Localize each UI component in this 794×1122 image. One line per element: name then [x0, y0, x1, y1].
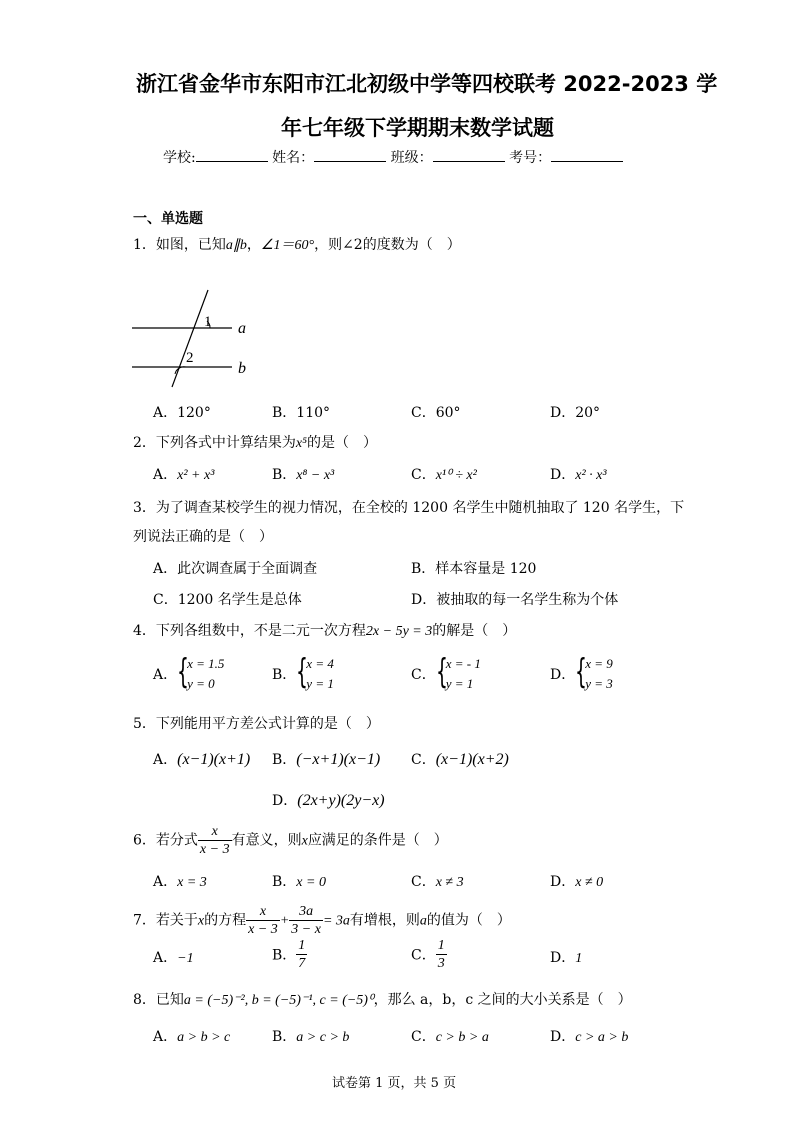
- school-blank: [196, 149, 268, 162]
- q3-option-d[interactable]: D．被抽取的每一名学生称为个体: [411, 592, 619, 608]
- math-expr: x⁵: [295, 436, 308, 451]
- q5-option-d[interactable]: [272, 790, 385, 810]
- system-x: x = - 1: [445, 656, 481, 671]
- q2-option-d[interactable]: [550, 464, 607, 484]
- option-expr: x¹⁰ ÷ x²: [435, 468, 477, 483]
- q7-option-a[interactable]: [153, 947, 194, 967]
- q3-option-b[interactable]: B．样本容量是 120: [411, 561, 537, 577]
- question-text: 应满足的条件是（ ）: [307, 832, 448, 849]
- q7-option-c[interactable]: [411, 937, 447, 972]
- question-text: ，: [246, 237, 261, 253]
- option-letter: D．: [550, 467, 576, 483]
- q8-option-d[interactable]: [550, 1026, 628, 1046]
- q6-option-d[interactable]: [550, 871, 603, 891]
- system-x: x = 9: [585, 656, 613, 671]
- fraction-numerator: x: [246, 903, 280, 921]
- option-expr: x⁸ − x³: [296, 468, 335, 483]
- option-letter: C．: [411, 874, 436, 890]
- fraction-numerator: x: [198, 823, 232, 841]
- question-number: 7．: [133, 912, 156, 929]
- question-text: 的方程: [204, 912, 247, 929]
- fraction-denominator: 3: [437, 956, 445, 971]
- question-text: 的是（ ）: [307, 435, 378, 451]
- q6-option-b[interactable]: [272, 871, 326, 891]
- question-text: 下列各式中计算结果为: [155, 435, 296, 451]
- fraction-numerator: 1: [437, 938, 445, 953]
- option-expr: 1: [575, 951, 583, 966]
- q1-option-c[interactable]: C．60°: [411, 405, 461, 421]
- question-7-stem: [133, 903, 511, 938]
- title-line-2: 年七年级下学期期末数学试题: [281, 116, 554, 140]
- math-expr: x: [197, 913, 205, 929]
- question-3-stem-line-1: [133, 497, 684, 517]
- option-letter: A．: [153, 752, 178, 768]
- system-y: y = 0: [187, 676, 215, 691]
- q2-option-b[interactable]: [272, 464, 334, 484]
- option-letter: A．: [153, 950, 178, 966]
- name-blank: [314, 149, 386, 162]
- option-expr: −1: [177, 951, 194, 966]
- question-text: 有意义，则: [231, 832, 302, 849]
- question-text: 的值为（ ）: [426, 912, 511, 929]
- question-text: 若关于: [155, 912, 198, 929]
- option-letter: D．: [550, 1029, 576, 1045]
- q8-option-a[interactable]: [153, 1026, 230, 1046]
- q3-option-a[interactable]: A．此次调查属于全面调查: [153, 561, 318, 577]
- system-y: y = 1: [306, 676, 334, 691]
- fraction: [289, 903, 323, 938]
- page-footer: 试卷第 1 页，共 5 页: [332, 1076, 457, 1091]
- option-letter: D．: [550, 950, 576, 966]
- equation-system: { x = - 1 y = 1: [435, 652, 481, 692]
- q5-option-b[interactable]: [272, 749, 380, 769]
- q5-option-a[interactable]: [153, 749, 250, 769]
- class-blank: [433, 149, 505, 162]
- q6-option-a[interactable]: [153, 871, 207, 891]
- option-expr: c > a > b: [575, 1030, 629, 1045]
- question-text: ，则∠2的度数为（ ）: [314, 237, 461, 253]
- option-expr: c > b > a: [435, 1030, 489, 1045]
- option-expr: a > b > c: [177, 1030, 231, 1045]
- fraction: [246, 903, 280, 938]
- q8-option-c[interactable]: [411, 1026, 489, 1046]
- fraction-denominator: x − 3: [199, 842, 230, 857]
- question-text: 为了调查某校学生的视力情况，在全校的 1200 名学生中随机抽取了 120 名学生，下: [155, 500, 685, 516]
- parallel-lines-figure: [128, 288, 258, 388]
- q7-option-b[interactable]: [272, 937, 307, 972]
- name-label: 姓名：: [272, 150, 315, 166]
- system-y: y = 3: [585, 676, 613, 691]
- option-letter: C．: [411, 667, 436, 683]
- q5-option-c[interactable]: [411, 749, 509, 769]
- option-expr: x ≠ 0: [575, 875, 604, 890]
- question-8-stem: [133, 989, 632, 1009]
- option-letter: B．: [272, 947, 297, 964]
- option-letter: A．: [153, 467, 178, 483]
- line-b-label: b: [238, 360, 246, 377]
- q4-option-b[interactable]: [272, 654, 334, 694]
- question-text: 如图，已知: [155, 237, 226, 253]
- exam-number-label: 考号：: [509, 150, 552, 166]
- angle-1-label: 1: [204, 314, 212, 330]
- q3-option-c[interactable]: C．1200 名学生是总体: [153, 592, 302, 608]
- option-expr: x ≠ 3: [435, 875, 464, 890]
- option-letter: D．: [550, 874, 576, 890]
- question-number: 2．: [133, 435, 156, 451]
- fraction-numerator: 1: [298, 938, 306, 953]
- info-row: [163, 147, 623, 167]
- question-4-stem: [133, 620, 516, 640]
- option-expr: x² + x³: [177, 468, 215, 483]
- option-letter: B．: [272, 667, 297, 683]
- fraction: [198, 823, 232, 858]
- option-letter: C．: [411, 752, 436, 768]
- option-letter: D．: [550, 667, 576, 683]
- line-a-label: a: [238, 320, 246, 337]
- equation-system: { x = 9 y = 3: [575, 652, 613, 692]
- question-text: 已知: [155, 992, 184, 1008]
- math-expr: +: [279, 913, 290, 929]
- option-expr: x = 3: [177, 875, 207, 890]
- question-text: 有增根，则: [349, 912, 420, 929]
- question-text: 若分式: [155, 832, 198, 849]
- option-letter: C．: [411, 947, 436, 964]
- system-y: y = 1: [445, 676, 474, 691]
- option-letter: B．: [272, 752, 297, 768]
- option-letter: B．: [272, 874, 297, 890]
- math-expr: ∠1＝60°: [260, 238, 315, 253]
- q2-option-c[interactable]: [411, 464, 477, 484]
- fraction-denominator: x − 3: [248, 922, 278, 937]
- exam-number-blank: [551, 149, 623, 162]
- question-3-stem-line-2: 列说法正确的是（ ）: [133, 529, 273, 545]
- q7-option-d[interactable]: [550, 947, 582, 967]
- q4-option-c[interactable]: [411, 654, 481, 694]
- system-x: x = 4: [306, 656, 334, 671]
- option-letter: A．: [153, 667, 178, 683]
- question-5-stem: [133, 713, 380, 733]
- question-text: ，那么 a，b，c 之间的大小关系是（ ）: [373, 992, 632, 1008]
- option-letter: C．: [411, 1029, 436, 1045]
- math-expr: 2x − 5y = 3: [365, 624, 433, 639]
- transversal-line: [172, 290, 208, 387]
- question-text: 下列能用平方差公式计算的是（ ）: [155, 716, 380, 732]
- q8-option-b[interactable]: [272, 1026, 349, 1046]
- question-number: 1．: [133, 237, 156, 253]
- option-letter: C．: [411, 467, 436, 483]
- question-6-stem: [133, 823, 448, 858]
- question-number: 6．: [133, 832, 156, 849]
- q1-option-d[interactable]: D．20°: [550, 405, 601, 421]
- fraction: [436, 937, 447, 972]
- q4-option-a[interactable]: [153, 654, 224, 694]
- option-expr: x² · x³: [575, 468, 607, 483]
- equation-system: { x = 1.5 y = 0: [177, 652, 225, 692]
- angle-2-label: 2: [186, 350, 194, 366]
- q1-option-a[interactable]: A．120°: [153, 405, 211, 421]
- school-label: 学校:: [163, 150, 196, 166]
- q1-option-b[interactable]: B．110°: [272, 405, 331, 421]
- fraction-denominator: 3 − x: [291, 922, 321, 937]
- option-expr: x = 0: [296, 875, 326, 890]
- q2-option-a[interactable]: [153, 464, 214, 484]
- option-expr: (2x+y)(2y−x): [297, 792, 385, 809]
- fraction-numerator: 3a: [289, 903, 323, 921]
- question-1-stem: [133, 234, 461, 254]
- fraction: [296, 937, 307, 972]
- option-letter: D．: [272, 793, 298, 809]
- option-letter: B．: [272, 1029, 297, 1045]
- system-x: x = 1.5: [187, 656, 225, 671]
- section-heading: 一、单选题: [133, 211, 203, 227]
- math-expr: a: [419, 913, 427, 929]
- question-number: 5．: [133, 716, 156, 732]
- title-line-1: 浙江省金华市东阳市江北初级中学等四校联考 2022-2023 学: [136, 72, 718, 96]
- question-text: 的解是（ ）: [432, 623, 517, 639]
- question-number: 3．: [133, 500, 156, 516]
- question-number: 4．: [133, 623, 156, 639]
- math-expr: = 3a: [322, 913, 350, 929]
- option-letter: A．: [153, 874, 178, 890]
- math-expr: x: [301, 833, 308, 849]
- question-text: 下列各组数中，不是二元一次方程: [155, 623, 366, 639]
- question-number: 8．: [133, 992, 156, 1008]
- q4-option-d[interactable]: [550, 654, 613, 694]
- fraction-denominator: 7: [298, 956, 306, 971]
- question-2-stem: [133, 432, 377, 452]
- option-expr: (−x+1)(x−1): [296, 751, 381, 768]
- math-expr: a∥b: [225, 238, 247, 253]
- equation-system: { x = 4 y = 1: [296, 652, 334, 692]
- class-label: 班级：: [390, 150, 433, 166]
- option-letter: B．: [272, 467, 297, 483]
- option-expr: (x−1)(x+1): [177, 751, 251, 768]
- q6-option-c[interactable]: [411, 871, 464, 891]
- option-expr: a > c > b: [296, 1030, 350, 1045]
- math-expr: a = (−5)⁻², b = (−5)⁻¹, c = (−5)⁰: [183, 993, 374, 1008]
- option-letter: A．: [153, 1029, 178, 1045]
- option-expr: (x−1)(x+2): [435, 751, 509, 768]
